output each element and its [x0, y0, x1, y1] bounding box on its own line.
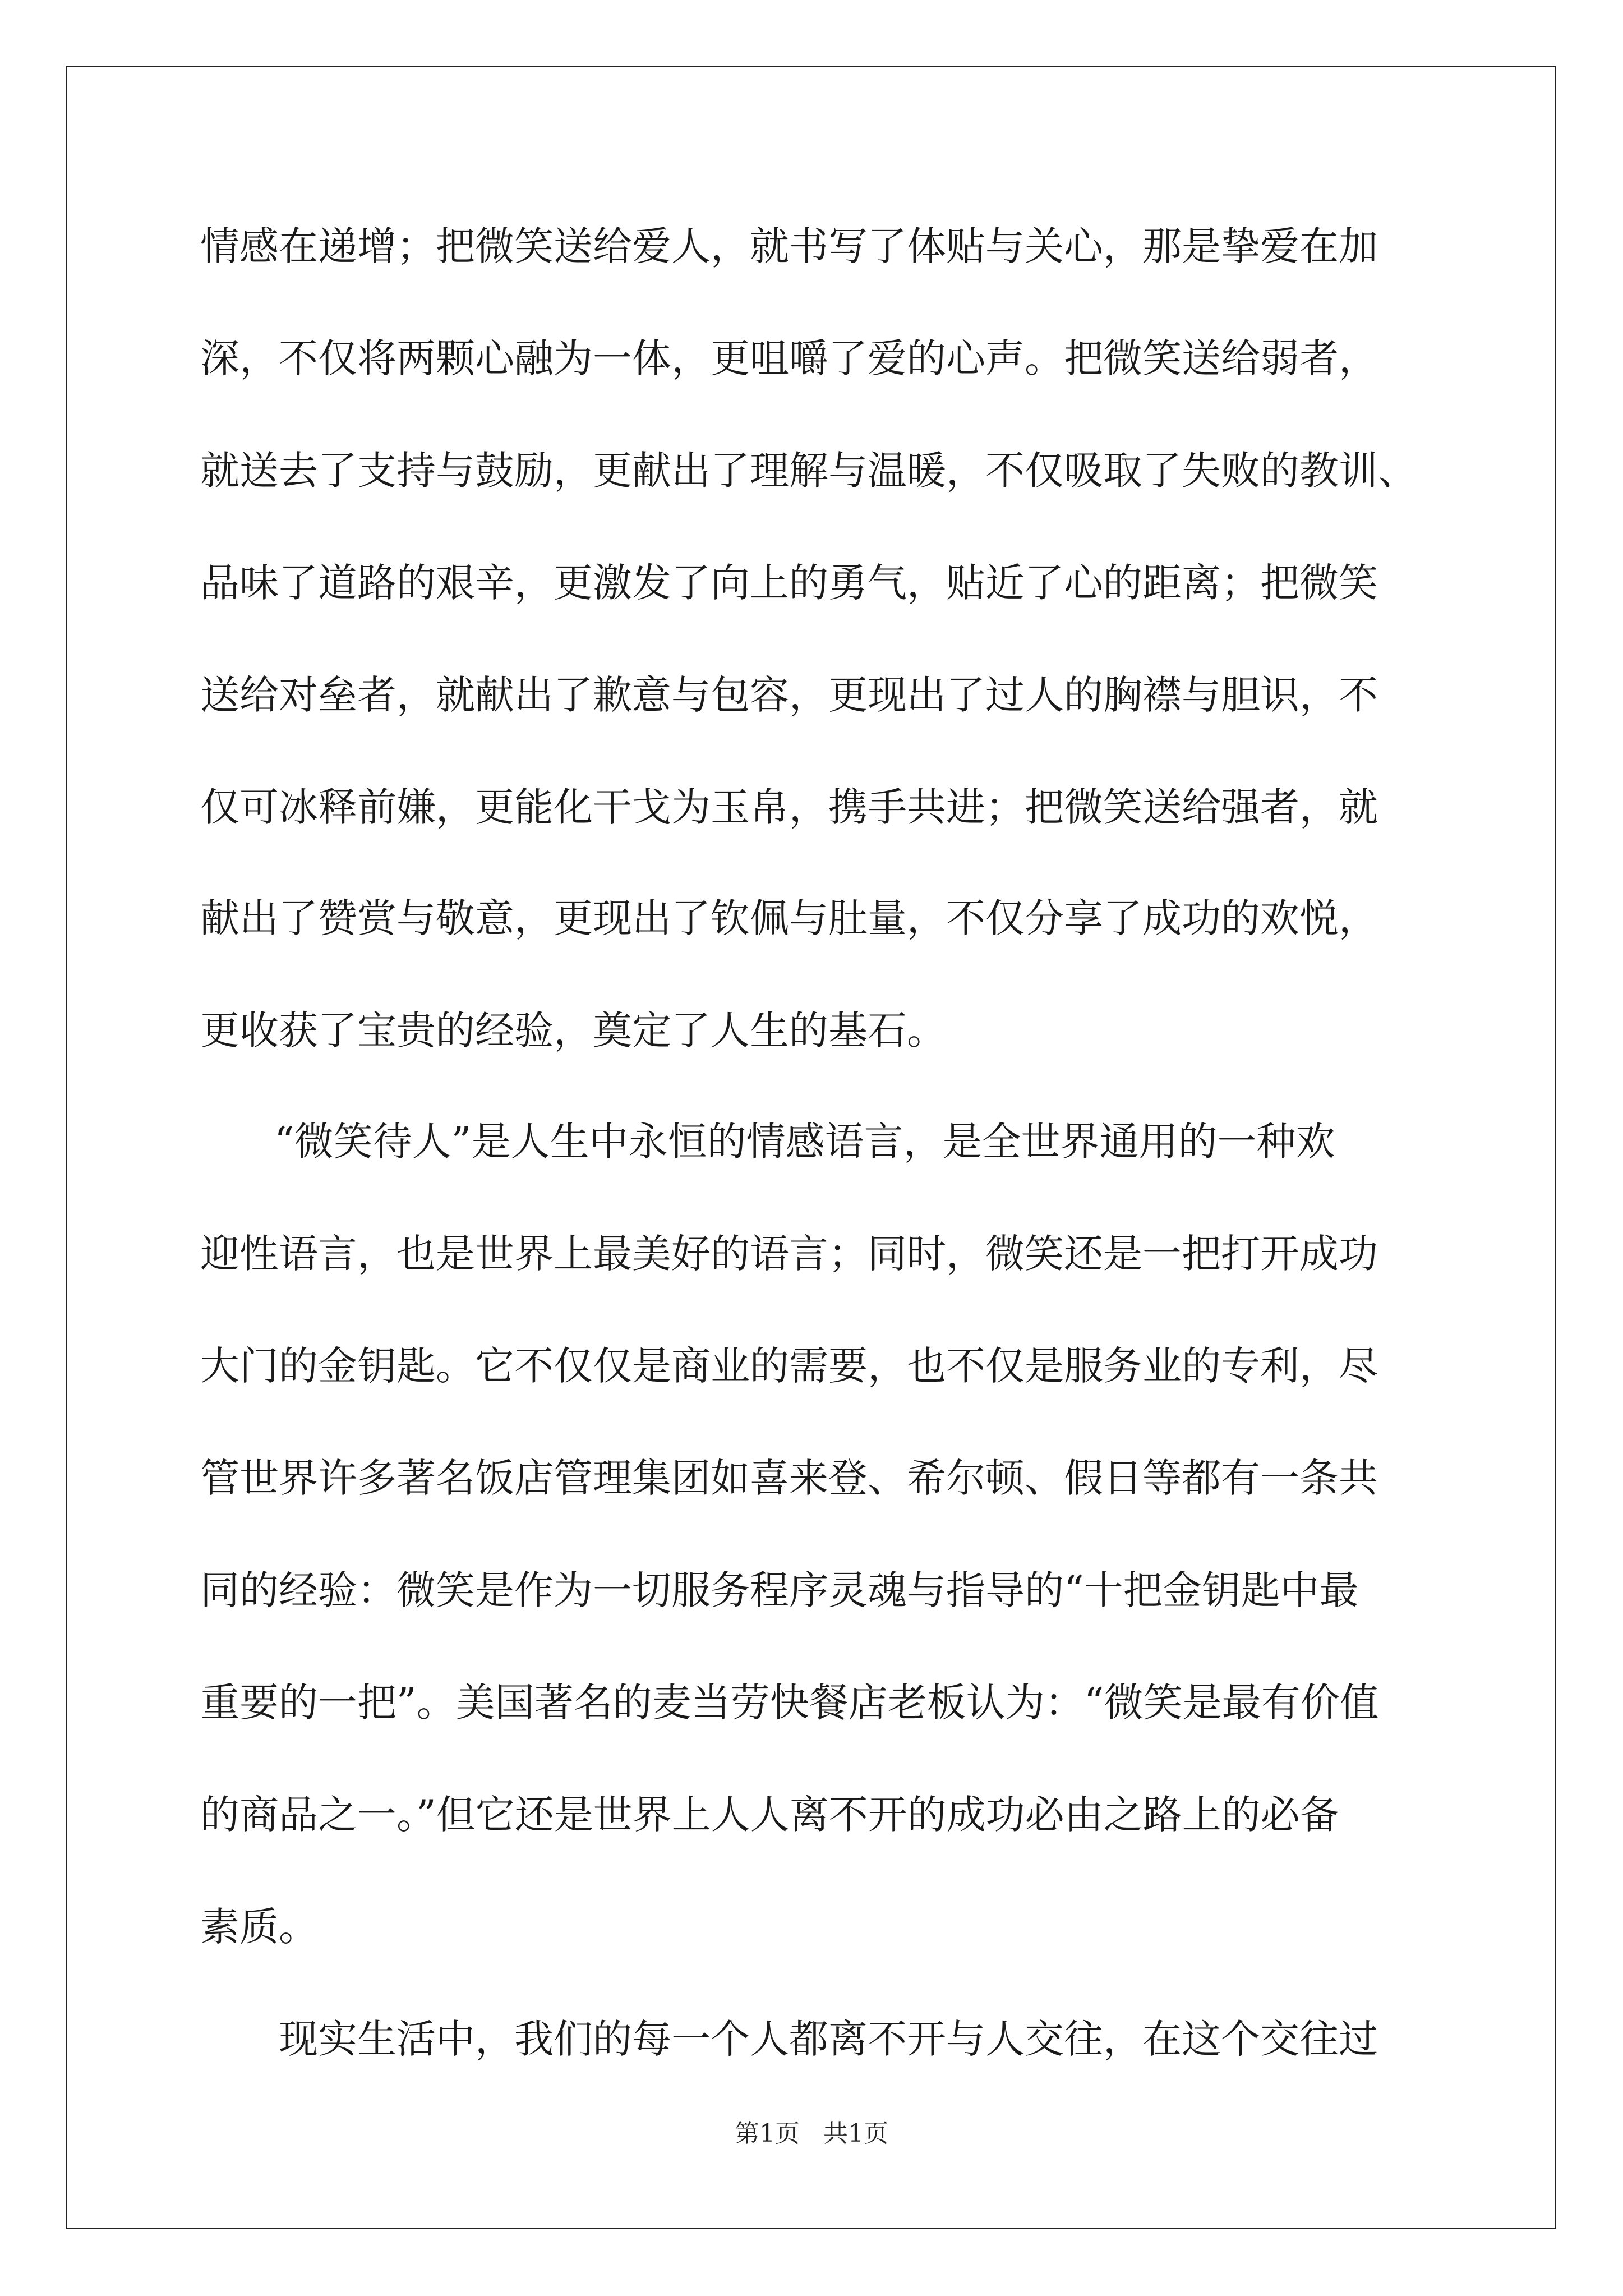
paragraph-line: 献出了赞赏与敬意，更现出了钦佩与肚量，不仅分享了成功的欢悦， [200, 895, 1378, 941]
paragraph-line: “微笑待人”是人生中永恒的情感语言，是全世界通用的一种欢 [274, 1119, 1335, 1165]
paragraph-line: 品味了道路的艰辛，更激发了向上的勇气，贴近了心的距离；把微笑 [200, 560, 1378, 606]
paragraph-line: 大门的金钥匙。它不仅仅是商业的需要，也不仅是服务业的专利，尽 [200, 1343, 1378, 1389]
paragraph-line: 仅可冰释前嫌，更能化干戈为玉帛，携手共进；把微笑送给强者，就 [200, 784, 1378, 830]
paragraph-line: 的商品之一。”但它还是世界上人人离不开的成功必由之路上的必备 [200, 1792, 1339, 1838]
paragraph-line: 管世界许多著名饭店管理集团如喜来登、希尔顿、假日等都有一条共 [200, 1455, 1378, 1501]
paragraph-line: 情感在递增；把微笑送给爱人，就书写了体贴与关心，那是挚爱在加 [200, 223, 1378, 269]
page-footer [0, 2119, 1623, 2148]
paragraph-line: 素质。 [200, 1904, 318, 1950]
paragraph-line: 深，不仅将两颗心融为一体，更咀嚼了爱的心声。把微笑送给弱者， [200, 335, 1378, 381]
footer-spacer [800, 2119, 823, 2148]
page-number: 第1页 [735, 2119, 800, 2148]
paragraph-line: 重要的一把”。美国著名的麦当劳快餐店老板认为：“微笑是最有价值 [200, 1680, 1379, 1726]
paragraph-line: 送给对垒者，就献出了歉意与包容，更现出了过人的胸襟与胆识，不 [200, 672, 1378, 718]
paragraph-line: 现实生活中，我们的每一个人都离不开与人交往，在这个交往过 [279, 2016, 1378, 2062]
paragraph-line: 同的经验：微笑是作为一切服务程序灵魂与指导的“十把金钥匙中最 [200, 1567, 1359, 1613]
paragraph-line: 迎性语言，也是世界上最美好的语言；同时，微笑还是一把打开成功 [200, 1231, 1378, 1277]
paragraph-line: 更收获了宝贵的经验，奠定了人生的基石。 [200, 1007, 946, 1053]
page-total: 共1页 [823, 2119, 888, 2148]
paragraph-line: 就送去了支持与鼓励，更献出了理解与温暖，不仅吸取了失败的教训、 [200, 448, 1417, 494]
